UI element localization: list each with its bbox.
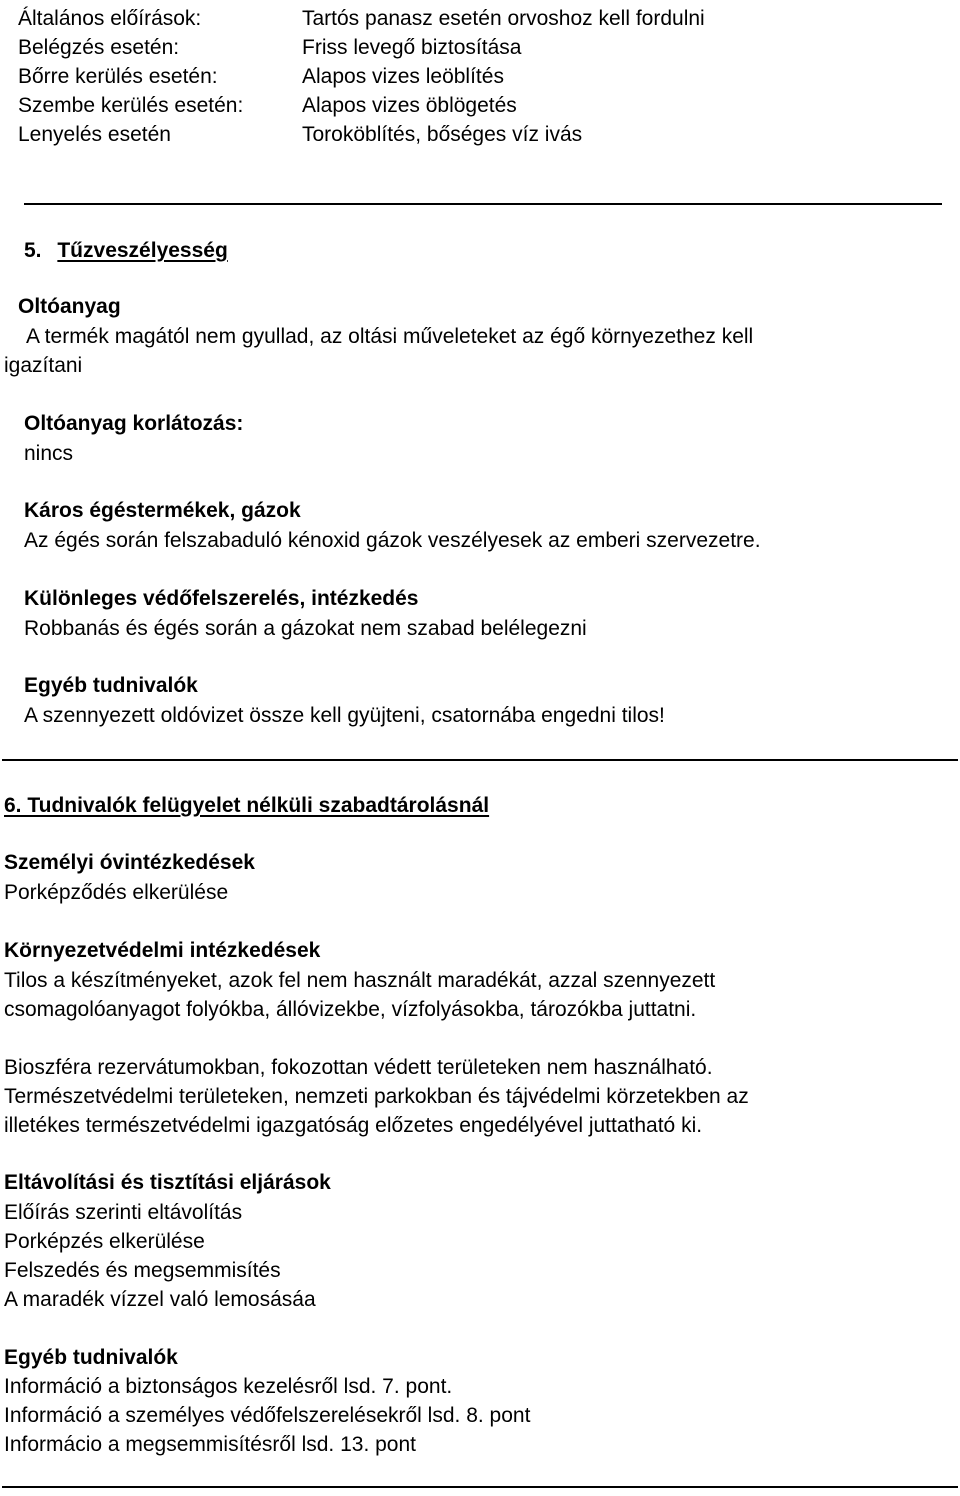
protective-text: Robbanás és égés során a gázokat nem szabad belélegezni (24, 617, 587, 640)
extinguishing-text: igazítani (4, 354, 83, 377)
extinguishing-text: A termék magától nem gyullad, az oltási műveleteket az égő környezethez kell (26, 325, 754, 348)
section-6-title: 6. Tudnivalók felügyelet nélküli szabadtárolásnál (4, 794, 490, 817)
first-aid-label: Szembe kerülés esetén: (18, 94, 244, 117)
personal-text: Porképződés elkerülése (4, 881, 229, 904)
list-item: Előírás szerinti eltávolítás (4, 1201, 243, 1224)
restriction-text: nincs (24, 442, 74, 465)
list-item: Informácio a megsemmisítésről lsd. 13. pont (4, 1433, 417, 1456)
env-text: csomagolóanyagot folyókba, állóvizekbe, vízfolyásokba, tározókba juttatni. (4, 998, 697, 1021)
env-text: illetékes természetvédelmi igazgatóság előzetes engedélyével juttatható ki. (4, 1114, 703, 1137)
other-heading: Egyéb tudnivalók (24, 674, 198, 697)
section-5-number: 5. (24, 239, 42, 262)
first-aid-label: Lenyelés esetén (18, 123, 171, 146)
combustion-text: Az égés során felszabaduló kénoxid gázok veszélyesek az emberi szervezetre. (24, 529, 761, 552)
first-aid-value: Friss levegő biztosítása (302, 36, 522, 59)
list-item: A maradék vízzel való lemosásáa (4, 1288, 316, 1311)
protective-heading: Különleges védőfelszerelés, intézkedés (24, 587, 419, 610)
section-5-title: Tűzveszélyesség (57, 239, 228, 262)
section-divider (2, 1486, 958, 1488)
list-item: Felszedés és megsemmisítés (4, 1259, 281, 1282)
first-aid-value: Alapos vizes öblögetés (302, 94, 517, 117)
list-item: Információ a biztonságos kezelésről lsd. 7. pont. (4, 1375, 453, 1398)
personal-heading: Személyi óvintézkedések (4, 851, 255, 874)
first-aid-value: Alapos vizes leöblítés (302, 65, 504, 88)
first-aid-label: Általános előírások: (18, 7, 202, 30)
combustion-heading: Káros égéstermékek, gázok (24, 499, 301, 522)
list-item: Információ a személyes védőfelszerelésekről lsd. 8. pont (4, 1404, 531, 1427)
env-heading: Környezetvédelmi intézkedések (4, 939, 321, 962)
restriction-heading: Oltóanyag korlátozás: (24, 412, 244, 435)
cleanup-heading: Eltávolítási és tisztítási eljárások (4, 1171, 331, 1194)
extinguishing-heading: Oltóanyag (18, 295, 121, 318)
first-aid-label: Belégzés esetén: (18, 36, 180, 59)
other-text: A szennyezett oldóvizet össze kell gyüjteni, csatornába engedni tilos! (24, 704, 665, 727)
env-text: Tilos a készítményeket, azok fel nem használt maradékát, azzal szennyezett (4, 969, 716, 992)
first-aid-value: Toroköblítés, bőséges víz ivás (302, 123, 583, 146)
list-item: Porképzés elkerülése (4, 1230, 205, 1253)
env-text: Bioszféra rezervátumokban, fokozottan védett területeken nem használható. (4, 1056, 713, 1079)
other-heading: Egyéb tudnivalók (4, 1346, 178, 1369)
section-number (24, 236, 228, 265)
env-text: Természetvédelmi területeken, nemzeti parkokban és tájvédelmi körzetekben az (4, 1085, 749, 1108)
first-aid-label: Bőrre kerülés esetén: (18, 65, 218, 88)
section-divider (2, 759, 958, 761)
first-aid-value: Tartós panasz esetén orvoshoz kell fordulni (302, 7, 705, 30)
section-divider (24, 203, 942, 205)
